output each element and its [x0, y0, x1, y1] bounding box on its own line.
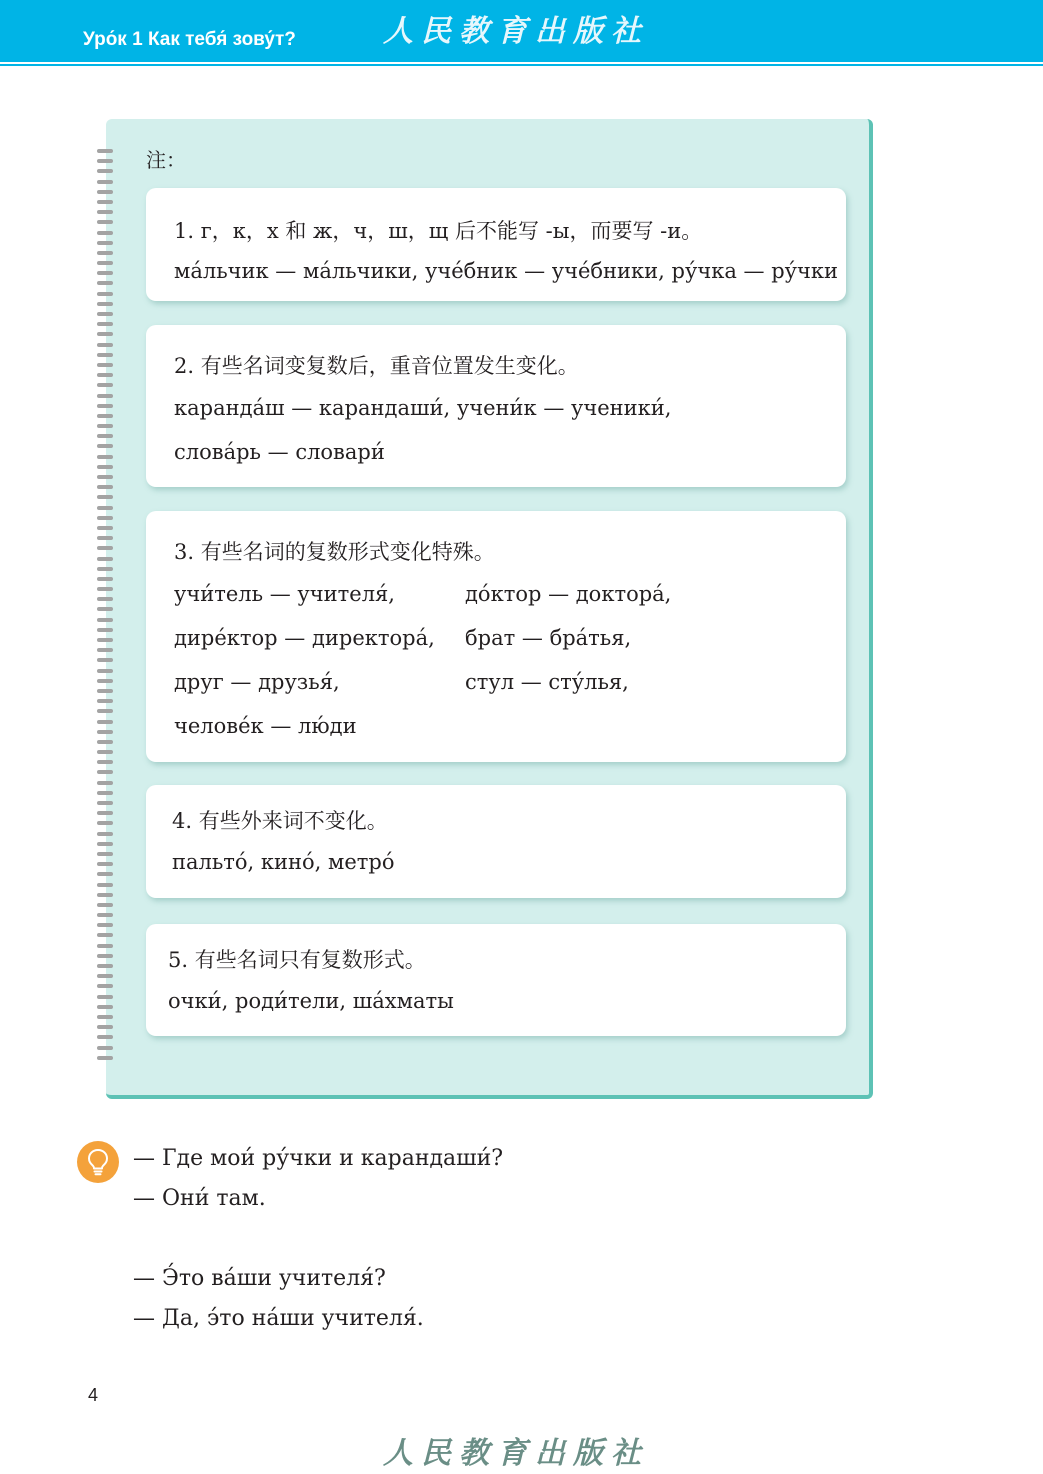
- spiral-ring: [97, 954, 113, 958]
- notebook-spiral-icon: [97, 149, 115, 1069]
- spiral-ring: [97, 343, 113, 347]
- spiral-ring: [97, 261, 113, 265]
- spiral-ring: [97, 638, 113, 642]
- publisher-logo-header: 人民教育出版社: [383, 14, 649, 49]
- spiral-ring: [97, 190, 113, 194]
- note-3-rule: 3. 有些名词的复数形式变化特殊。: [174, 540, 495, 564]
- dialogue-line-1: — Где мои́ ру́чки и карандаши́?: [133, 1146, 504, 1171]
- spiral-ring: [97, 169, 113, 173]
- spiral-ring: [97, 1046, 113, 1050]
- spiral-ring: [97, 567, 113, 571]
- spiral-ring: [97, 444, 113, 448]
- spiral-ring: [97, 770, 113, 774]
- spiral-ring: [97, 709, 113, 713]
- note-3-right-3: стул — сту́лья,: [465, 670, 629, 694]
- spiral-ring: [97, 607, 113, 611]
- spiral-ring: [97, 821, 113, 825]
- spiral-ring: [97, 1056, 113, 1060]
- note-3-left-2: дире́ктор — директора́,: [174, 626, 435, 650]
- spiral-ring: [97, 353, 113, 357]
- lesson-title: Уро́к 1 Как тебя́ зову́т?: [83, 29, 296, 50]
- spiral-ring: [97, 465, 113, 469]
- spiral-ring: [97, 720, 113, 724]
- spiral-ring: [97, 944, 113, 948]
- spiral-ring: [97, 699, 113, 703]
- spiral-ring: [97, 434, 113, 438]
- spiral-ring: [97, 312, 113, 316]
- spiral-ring: [97, 546, 113, 550]
- note-label: 注：: [146, 148, 186, 172]
- spiral-ring: [97, 1035, 113, 1039]
- spiral-ring: [97, 159, 113, 163]
- spiral-ring: [97, 424, 113, 428]
- page-number: 4: [88, 1385, 99, 1405]
- note-3-left-1: учи́тель — учителя́,: [174, 582, 395, 606]
- spiral-ring: [97, 669, 113, 673]
- note-3-left-4: челове́к — лю́ди: [174, 714, 357, 738]
- dialogue-line-3: — Э́то ва́ши учителя́?: [133, 1266, 386, 1291]
- spiral-ring: [97, 791, 113, 795]
- spiral-ring: [97, 241, 113, 245]
- spiral-ring: [97, 414, 113, 418]
- dialogue-line-4: — Да, э́то на́ши учителя́.: [133, 1306, 424, 1331]
- note-card-2: [146, 325, 846, 487]
- spiral-ring: [97, 251, 113, 255]
- spiral-ring: [97, 974, 113, 978]
- spiral-ring: [97, 1015, 113, 1019]
- spiral-ring: [97, 363, 113, 367]
- spiral-ring: [97, 923, 113, 927]
- spiral-ring: [97, 220, 113, 224]
- spiral-ring: [97, 913, 113, 917]
- note-card-1: [146, 188, 846, 301]
- note-5-rule: 5. 有些名词只有复数形式。: [168, 948, 426, 972]
- spiral-ring: [97, 587, 113, 591]
- spiral-ring: [97, 995, 113, 999]
- note-card-5: [146, 924, 846, 1036]
- spiral-ring: [97, 455, 113, 459]
- spiral-ring: [97, 811, 113, 815]
- spiral-ring: [97, 536, 113, 540]
- spiral-ring: [97, 200, 113, 204]
- spiral-ring: [97, 618, 113, 622]
- note-2-example-2: слова́рь — словари́: [174, 440, 385, 464]
- note-3-right-1: до́ктор — доктора́,: [465, 582, 672, 606]
- note-3-right-2: брат — бра́тья,: [465, 626, 632, 650]
- spiral-ring: [97, 332, 113, 336]
- spiral-ring: [97, 760, 113, 764]
- note-card-3: [146, 511, 846, 762]
- spiral-ring: [97, 383, 113, 387]
- spiral-ring: [97, 394, 113, 398]
- spiral-ring: [97, 679, 113, 683]
- spiral-ring: [97, 231, 113, 235]
- spiral-ring: [97, 781, 113, 785]
- spiral-ring: [97, 577, 113, 581]
- spiral-ring: [97, 292, 113, 296]
- note-card-4: [146, 785, 846, 898]
- spiral-ring: [97, 526, 113, 530]
- spiral-ring: [97, 475, 113, 479]
- spiral-ring: [97, 984, 113, 988]
- spiral-ring: [97, 933, 113, 937]
- publisher-logo-footer: 人民教育出版社: [383, 1436, 649, 1471]
- spiral-ring: [97, 689, 113, 693]
- spiral-ring: [97, 658, 113, 662]
- spiral-ring: [97, 495, 113, 499]
- note-4-example: пальто́, кино́, метро́: [172, 850, 395, 874]
- lightbulb-icon: [77, 1141, 119, 1183]
- dialogue-line-2: — Они́ там.: [133, 1186, 266, 1211]
- spiral-ring: [97, 557, 113, 561]
- spiral-ring: [97, 964, 113, 968]
- spiral-ring: [97, 862, 113, 866]
- spiral-ring: [97, 872, 113, 876]
- spiral-ring: [97, 485, 113, 489]
- spiral-ring: [97, 801, 113, 805]
- note-2-rule: 2. 有些名词变复数后，重音位置发生变化。: [174, 354, 579, 378]
- spiral-ring: [97, 597, 113, 601]
- spiral-ring: [97, 404, 113, 408]
- note-4-rule: 4. 有些外来词不变化。: [172, 809, 388, 833]
- spiral-ring: [97, 628, 113, 632]
- spiral-ring: [97, 210, 113, 214]
- spiral-ring: [97, 852, 113, 856]
- spiral-ring: [97, 302, 113, 306]
- note-3-left-3: друг — друзья́,: [174, 670, 340, 694]
- spiral-ring: [97, 1005, 113, 1009]
- spiral-ring: [97, 281, 113, 285]
- spiral-ring: [97, 373, 113, 377]
- spiral-ring: [97, 832, 113, 836]
- spiral-ring: [97, 750, 113, 754]
- spiral-ring: [97, 648, 113, 652]
- spiral-ring: [97, 883, 113, 887]
- spiral-ring: [97, 149, 113, 153]
- note-1-rule: 1. г，к，х 和 ж，ч，ш，щ 后不能写 -ы，而要写 -и。: [174, 219, 703, 243]
- note-5-example: очки́, роди́тели, ша́хматы: [168, 989, 454, 1013]
- spiral-ring: [97, 903, 113, 907]
- note-2-example-1: каранда́ш — карандаши́, учени́к — ученики́,: [174, 396, 672, 420]
- spiral-ring: [97, 506, 113, 510]
- spiral-ring: [97, 322, 113, 326]
- spiral-ring: [97, 893, 113, 897]
- header-underline: [0, 64, 1043, 66]
- spiral-ring: [97, 1025, 113, 1029]
- spiral-ring: [97, 180, 113, 184]
- spiral-ring: [97, 730, 113, 734]
- spiral-ring: [97, 842, 113, 846]
- spiral-ring: [97, 271, 113, 275]
- spiral-ring: [97, 740, 113, 744]
- spiral-ring: [97, 516, 113, 520]
- note-1-example: ма́льчик — ма́льчики, уче́бник — уче́бники, ру́чка — ру́чки: [174, 259, 839, 283]
